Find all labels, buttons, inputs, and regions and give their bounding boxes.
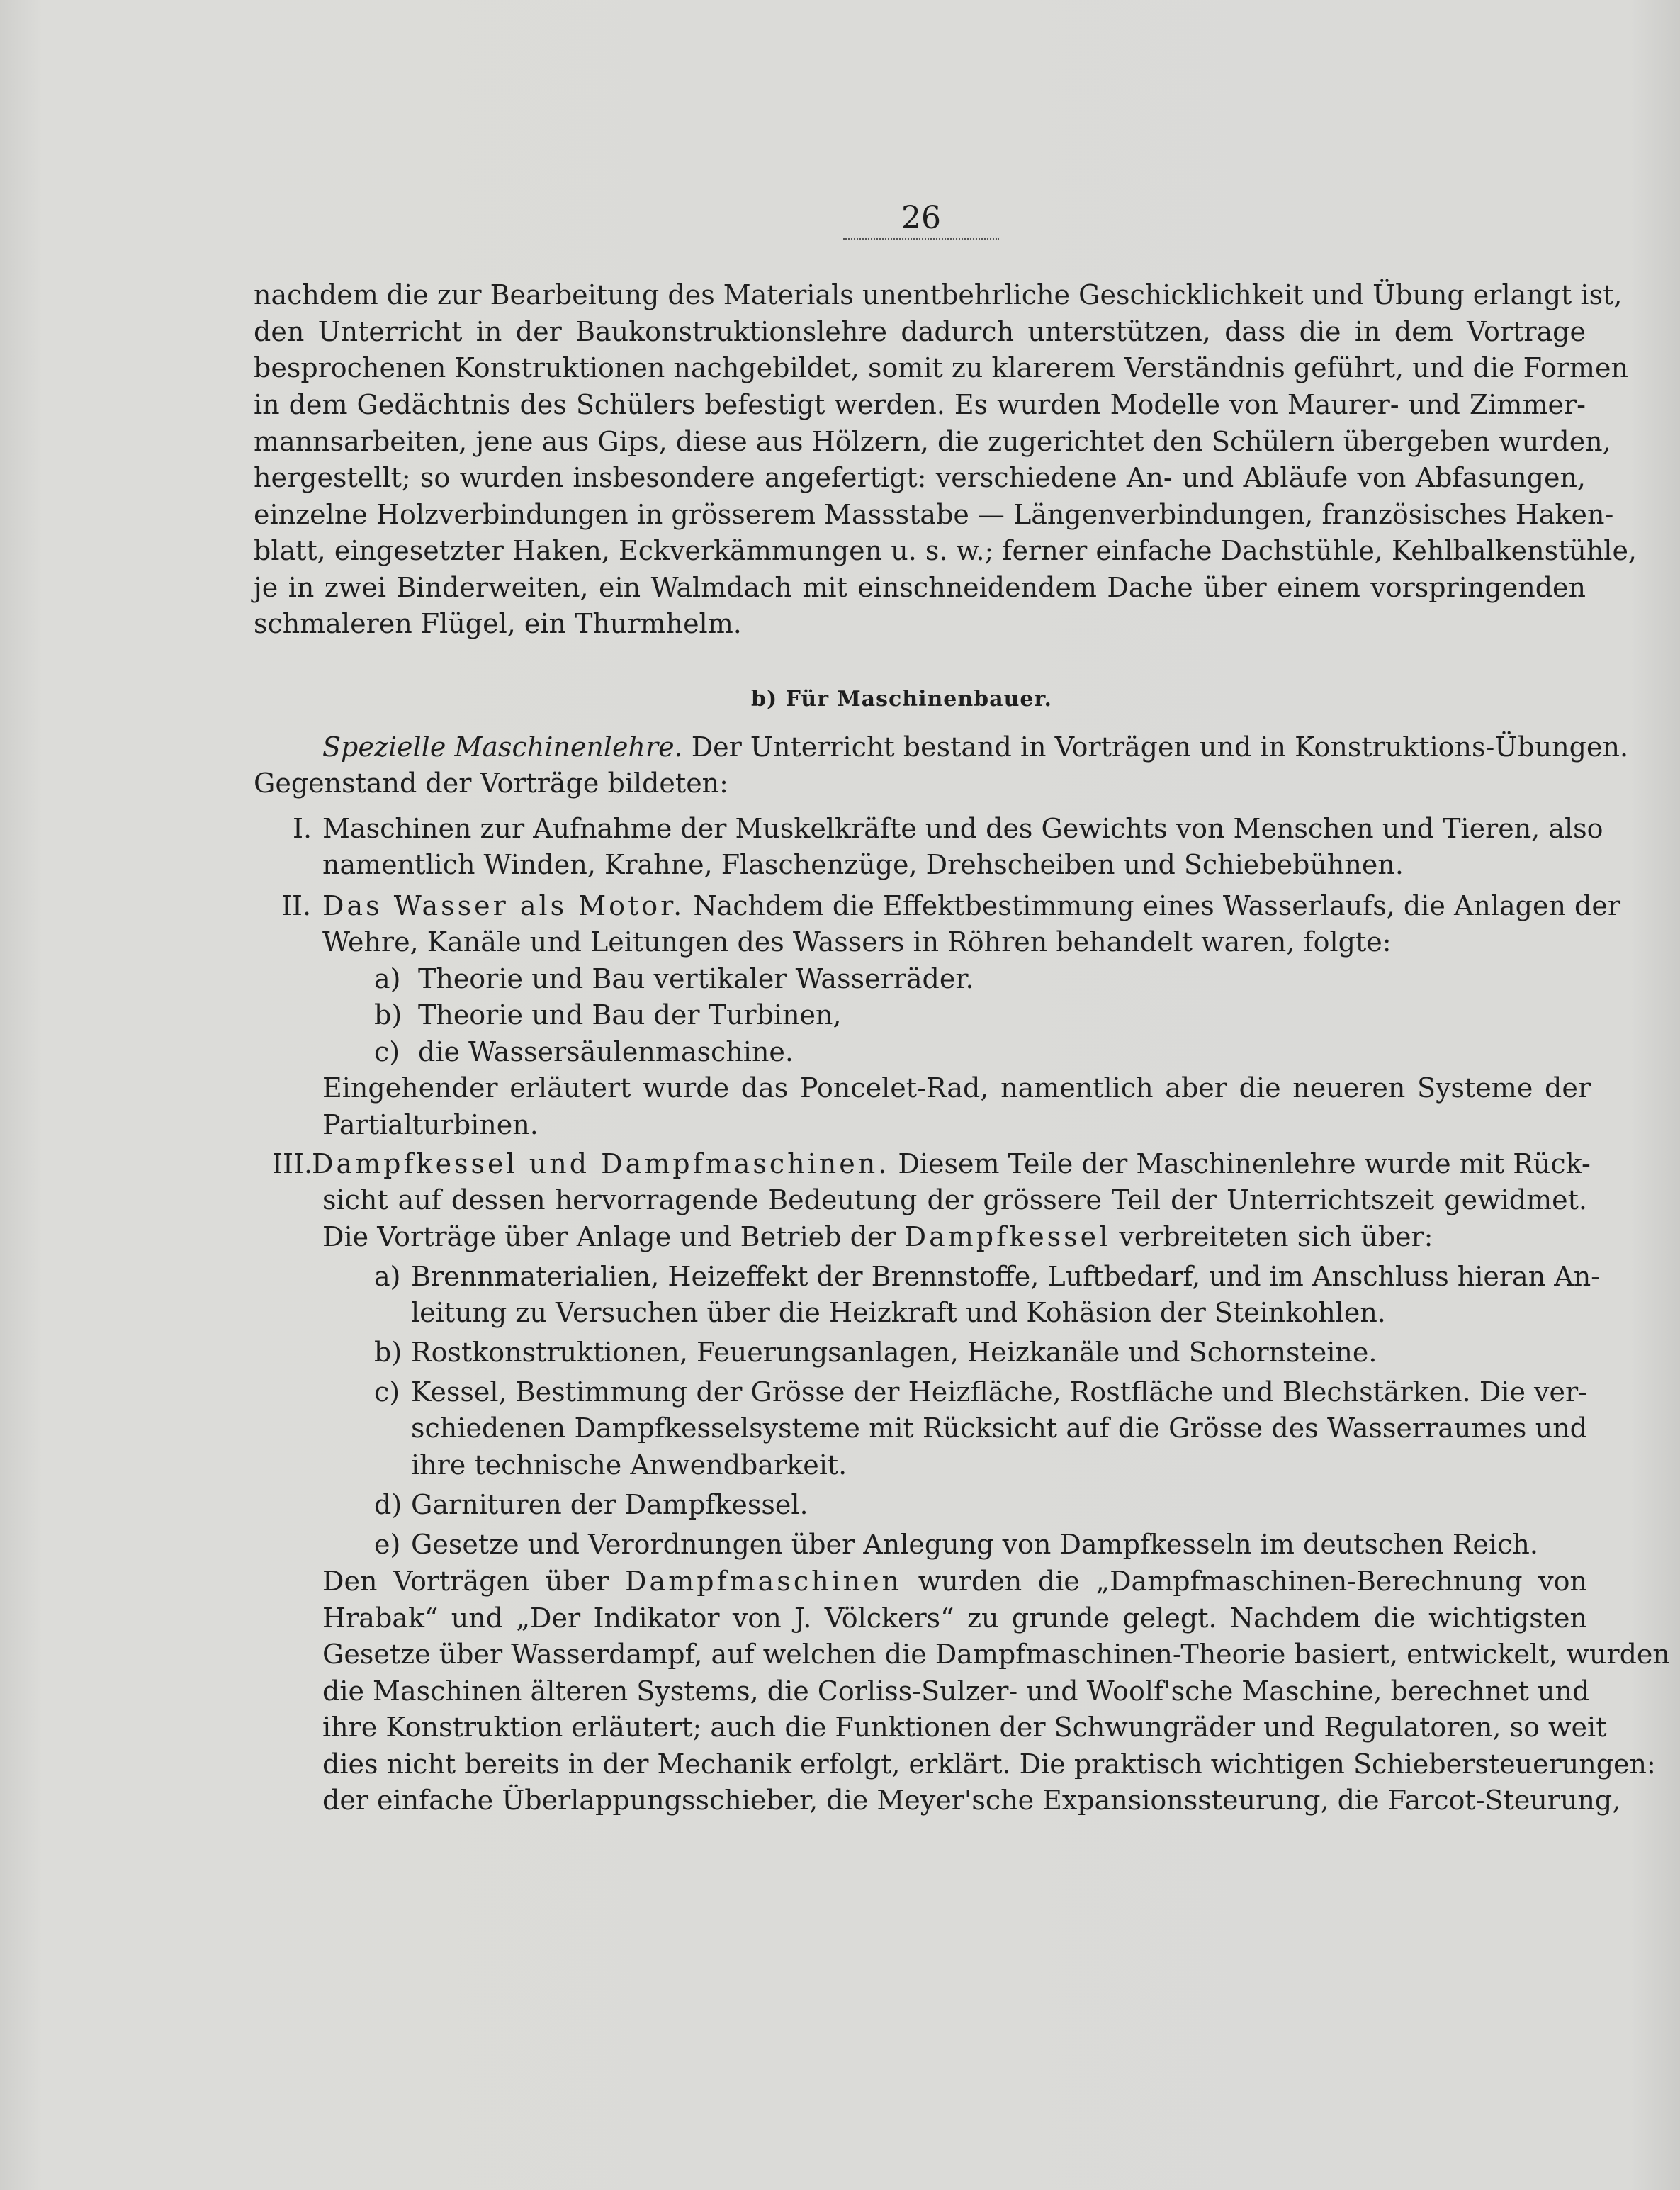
section-heading: b) Für Maschinenbauer. <box>751 687 1052 712</box>
item-spaced-title: Dampfkessel und Dampfmaschinen. <box>312 1148 890 1179</box>
sub-label: d) <box>374 1489 402 1520</box>
item-line: namentlich Winden, Krahne, Flaschenzüge, Drehscheiben und Schiebebühnen. <box>322 849 1404 880</box>
sub-text: Kessel, Bestimmung der Grösse der Heizfläche, Rostfläche und Blechstärken. Die ver- <box>411 1376 1587 1408</box>
item-line: Maschinen zur Aufnahme der Muskelkräfte und des Gewichts von Menschen und Tieren, also <box>322 813 1603 844</box>
item-number: II. <box>281 890 312 921</box>
item-line: sicht auf dessen hervorragende Bedeutung der grössere Teil der Unterrichtszeit gewidmet. <box>322 1184 1587 1215</box>
intro-line <box>322 731 1629 763</box>
sub-text: Garnituren der Dampfkessel. <box>411 1489 808 1520</box>
item-number: I. <box>293 813 312 844</box>
item-line: Wehre, Kanäle und Leitungen des Wassers in Röhren behandelt waren, folgte: <box>322 926 1392 958</box>
line-spaced-part: Dampfkessel <box>904 1221 1111 1252</box>
closing-line: Hrabak“ und „Der Indikator von J. Völckers“ zu grunde gelegt. Nachdem die wichtigsten <box>322 1602 1587 1634</box>
sub-text: Gesetze und Verordnungen über Anlegung von Dampfkesseln im deutschen Reich. <box>411 1529 1538 1560</box>
closing-line: ihre Konstruktion erläutert; auch die Funktionen der Schwungräder und Regulatoren, so weit <box>322 1712 1607 1743</box>
sub-label: a) <box>374 963 401 994</box>
item-line <box>312 1147 1591 1180</box>
sub-label: b) <box>374 999 402 1031</box>
text-line: den Unterricht in der Baukonstruktionslehre dadurch unterstützen, dass die in dem Vortrage <box>254 316 1586 347</box>
line-spaced-part: Dampfmaschinen <box>625 1566 903 1597</box>
sub-label: c) <box>374 1036 400 1067</box>
sub-text: ihre technische Anwendbarkeit. <box>411 1449 847 1481</box>
item-number: III. <box>272 1148 313 1179</box>
item-line-rest: Nachdem die Effektbestimmung eines Wasserlaufs, die Anlagen der <box>684 890 1621 921</box>
text-line: mannsarbeiten, jene aus Gips, diese aus Hölzern, die zugerichtet den Schülern übergeben wurden, <box>254 426 1611 457</box>
text-line: blatt, eingesetzter Haken, Eckverkämmungen u. s. w.; ferner einfache Dachstühle, Kehlbalkenstühle, <box>254 535 1637 566</box>
text-line: in dem Gedächtnis des Schülers befestigt werden. Es wurden Modelle von Maurer- und Zimmer- <box>254 389 1586 420</box>
intro-rest: Der Unterricht bestand in Vorträgen und in Konstruktions-Übungen. <box>682 731 1629 763</box>
sub-label: a) <box>374 1261 401 1292</box>
closing-line: die Maschinen älteren Systems, die Corliss-Sulzer- und Woolf'sche Maschine, berechnet und <box>322 1675 1590 1707</box>
closing-line: Gesetze über Wasserdampf, auf welchen die Dampfmaschinen-Theorie basiert, entwickelt, wurden <box>322 1639 1670 1670</box>
line-part: wurden die „Dampfmaschinen-Berechnung von <box>902 1566 1587 1597</box>
text-line: besprochenen Konstruktionen nachgebildet, somit zu klarerem Verständnis geführt, und die Formen <box>254 352 1628 383</box>
sub-text: Theorie und Bau der Turbinen, <box>418 999 842 1031</box>
sub-label: b) <box>374 1337 402 1368</box>
sub-text: die Wassersäulenmaschine. <box>418 1036 794 1067</box>
line-part: Die Vorträge über Anlage und Betrieb der <box>322 1221 905 1252</box>
line-part: Den Vorträgen über <box>322 1566 626 1597</box>
sub-text: Theorie und Bau vertikaler Wasserräder. <box>418 963 974 994</box>
line-part: verbreiteten sich über: <box>1110 1221 1433 1252</box>
text-line: nachdem die zur Bearbeitung des Materials unentbehrliche Geschicklichkeit und Übung erlangt ist, <box>254 279 1623 310</box>
text-line: schmaleren Flügel, ein Thurmhelm. <box>254 608 742 639</box>
intro-italic: Spezielle Maschinenlehre. <box>322 731 683 763</box>
sub-text: Brennmaterialien, Heizeffekt der Brennstoffe, Luftbedarf, und im Anschluss hieran An- <box>411 1261 1601 1292</box>
item-spaced-title: Das Wasser als Motor. <box>322 890 685 921</box>
sub-label: e) <box>374 1529 401 1560</box>
item-note: Eingehender erläutert wurde das Poncelet-Rad, namentlich aber die neueren Systeme der <box>322 1072 1591 1104</box>
sub-label: c) <box>374 1376 400 1408</box>
item-line <box>322 889 1621 922</box>
closing-line <box>322 1565 1587 1597</box>
sub-text: schiedenen Dampfkesselsysteme mit Rücksicht auf die Grösse des Wasserraumes und <box>411 1413 1587 1444</box>
text-line: hergestellt; so wurden insbesondere angefertigt: verschiedene An- und Abläufe von Abfasungen, <box>254 462 1586 493</box>
text-line: einzelne Holzverbindungen in grösserem Massstabe — Längenverbindungen, französisches Haken- <box>254 499 1614 530</box>
item-note: Partialturbinen. <box>322 1109 539 1140</box>
closing-line: dies nicht bereits in der Mechanik erfolgt, erklärt. Die praktisch wichtigen Schiebersteuerungen: <box>322 1748 1656 1780</box>
page-number: 26 <box>843 200 999 240</box>
sub-text: leitung zu Versuchen über die Heizkraft und Kohäsion der Steinkohlen. <box>411 1297 1386 1328</box>
sub-text: Rostkonstruktionen, Feuerungsanlagen, Heizkanäle und Schornsteine. <box>411 1337 1377 1368</box>
intro-line-2: Gegenstand der Vorträge bildeten: <box>254 768 728 799</box>
item-line-rest: Diesem Teile der Maschinenlehre wurde mit Rück- <box>889 1148 1591 1179</box>
closing-line: der einfache Überlappungsschieber, die Meyer'sche Expansionssteurung, die Farcot-Steurung, <box>322 1785 1621 1816</box>
item-line <box>322 1220 1433 1253</box>
text-line: je in zwei Binderweiten, ein Walmdach mit einschneidendem Dache über einem vorspringenden <box>254 572 1586 603</box>
